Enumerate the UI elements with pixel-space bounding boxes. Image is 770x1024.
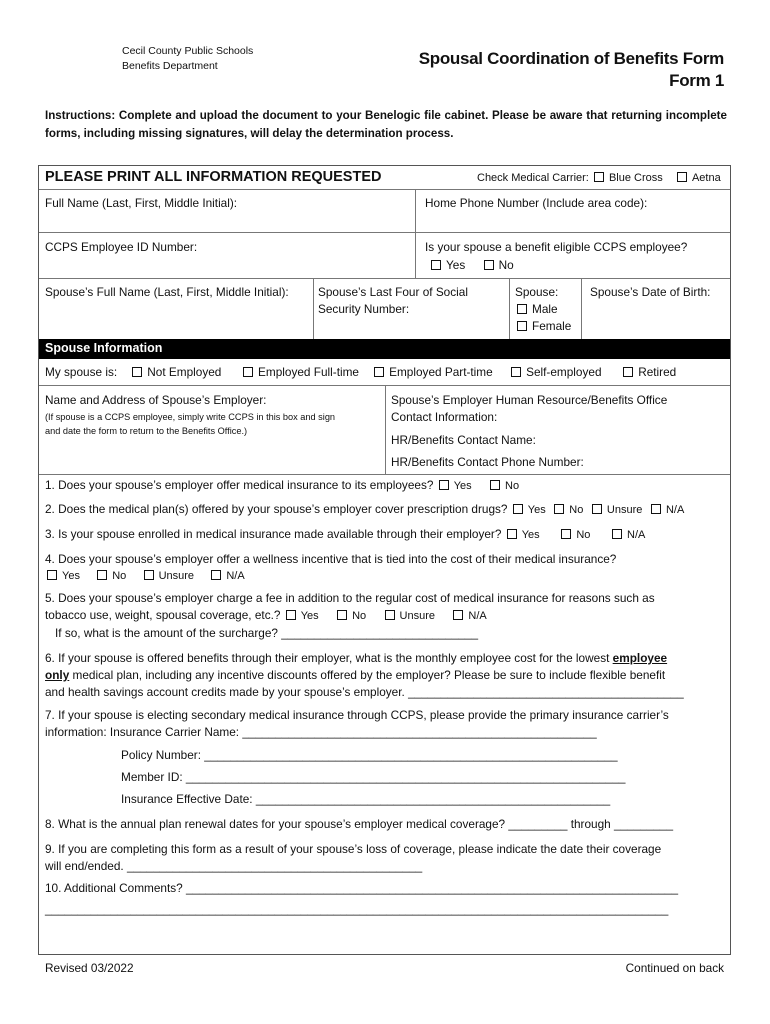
q2-na-checkbox[interactable]	[651, 504, 661, 514]
q2-no-checkbox[interactable]	[554, 504, 564, 514]
policy-number-field[interactable]: Policy Number: _______________________________________________________________	[121, 748, 618, 762]
comments-field[interactable]: 10. Additional Comments? ___________________________________________________________________________	[45, 881, 679, 895]
q5-unsure-checkbox[interactable]	[385, 610, 395, 620]
q3-no-checkbox[interactable]	[561, 529, 571, 539]
employer-name-field[interactable]: Name and Address of Spouse’s Employer:	[45, 393, 267, 407]
benefits-form	[38, 165, 731, 955]
question-10	[45, 880, 678, 918]
question-3: 3. Is your spouse enrolled in medical insurance made available through their employer? Yes No N/A	[45, 527, 646, 541]
member-id-field[interactable]: Member ID: ___________________________________________________________________	[121, 770, 626, 784]
full-name-field[interactable]: Full Name (Last, First, Middle Initial):	[45, 196, 238, 210]
monthly-cost-field[interactable]: and health savings account credits made by your spouse’s employer. __________________________________________	[45, 685, 684, 699]
org-name: Cecil County Public Schools Benefits Department	[122, 45, 254, 72]
form-title: Spousal Coordination of Benefits Form Form 1	[418, 49, 724, 90]
q4-na-checkbox[interactable]	[211, 570, 221, 580]
continued-note: Continued on back	[625, 961, 724, 975]
question-4: 4. Does your spouse’s employer offer a wellness incentive that is tied into the cost of their medical insurance? Yes No Unsure N/A	[45, 552, 617, 582]
revised-date: Revised 03/2022	[45, 961, 134, 975]
part-time-checkbox[interactable]	[374, 367, 384, 377]
question-9: 9. If you are completing this form as a result of your spouse’s loss of coverage, please indicate the date their coverage will end/ended. _____________________________________________	[45, 842, 662, 873]
eligible-no-checkbox[interactable]	[484, 260, 494, 270]
male-checkbox[interactable]	[517, 304, 527, 314]
blue-cross-checkbox[interactable]	[594, 172, 604, 182]
form-heading: PLEASE PRINT ALL INFORMATION REQUESTED	[45, 169, 382, 185]
q5-na-checkbox[interactable]	[453, 610, 463, 620]
aetna-checkbox[interactable]	[677, 172, 687, 182]
question-8[interactable]: 8. What is the annual plan renewal dates for your spouse’s employer medical coverage? _________ through _________	[45, 817, 674, 831]
q2-unsure-checkbox[interactable]	[592, 504, 602, 514]
q1-no-checkbox[interactable]	[490, 480, 500, 490]
question-7: 7. If your spouse is electing secondary medical insurance through CCPS, please provide the primary insurance carrier’s information: Insurance Carrier Name: ______________________________________________________	[45, 708, 669, 739]
employee-id-field[interactable]: CCPS Employee ID Number:	[45, 240, 198, 254]
q5-yes-checkbox[interactable]	[286, 610, 296, 620]
not-employed-checkbox[interactable]	[132, 367, 142, 377]
retired-checkbox[interactable]	[623, 367, 633, 377]
q1-yes-checkbox[interactable]	[439, 480, 449, 490]
hr-contact-phone-field[interactable]: HR/Benefits Contact Phone Number:	[391, 455, 584, 469]
employment-status: My spouse is: Not Employed Employed Full-time Employed Part-time Self-employed Retired	[45, 365, 677, 379]
q3-na-checkbox[interactable]	[612, 529, 622, 539]
question-6: 6. If your spouse is offered benefits through their employer, what is the monthly employee cost for the lowest employee only medical plan, including any incentive discounts offered by the employer? Please be sure to include flexible benefit and health savings account credits made by your spouse’s employer. __________________________________________	[45, 651, 684, 699]
surcharge-field[interactable]: If so, what is the amount of the surcharge? ______________________________	[55, 626, 479, 640]
q5-no-checkbox[interactable]	[337, 610, 347, 620]
spouse-gender: Spouse: Male Female	[515, 285, 572, 333]
instructions: Instructions: Complete and upload the document to your Benelogic file cabinet. Please be aware that returning incomplete forms, including missing signatures, will delay the determination process.	[45, 109, 727, 140]
carrier-name-field[interactable]: information: Insurance Carrier Name: ______________________________________________________	[45, 725, 597, 739]
spouse-information-header: Spouse Information	[39, 339, 730, 359]
full-time-checkbox[interactable]	[243, 367, 253, 377]
question-1: 1. Does your spouse’s employer offer medical insurance to its employees? Yes No	[45, 478, 520, 492]
female-checkbox[interactable]	[517, 321, 527, 331]
q2-yes-checkbox[interactable]	[513, 504, 523, 514]
q3-yes-checkbox[interactable]	[507, 529, 517, 539]
hr-contact-info: Spouse’s Employer Human Resource/Benefits Office Contact Information:	[391, 393, 668, 424]
hr-contact-name-field[interactable]: HR/Benefits Contact Name:	[391, 433, 536, 447]
carrier-selector: Check Medical Carrier: Blue Cross Aetna	[477, 172, 721, 184]
spouse-dob-field[interactable]: Spouse’s Date of Birth:	[590, 285, 711, 299]
question-2: 2. Does the medical plan(s) offered by your spouse’s employer cover prescription drugs? Yes No Unsure N/A	[45, 502, 685, 516]
spouse-ssn-field[interactable]: Spouse’s Last Four of Social Security Number:	[318, 285, 468, 316]
employer-note: (If spouse is a CCPS employee, simply write CCPS in this box and sign and date the form to return to the Benefits Office.)	[45, 412, 336, 436]
q4-unsure-checkbox[interactable]	[144, 570, 154, 580]
spouse-eligible-question: Is your spouse a benefit eligible CCPS employee?	[425, 240, 688, 254]
comments-field-line-2[interactable]: _______________________________________________________________________________________________	[45, 902, 669, 916]
eligible-yes-checkbox[interactable]	[431, 260, 441, 270]
self-employed-checkbox[interactable]	[511, 367, 521, 377]
spouse-eligible-options: Yes No	[429, 257, 514, 274]
home-phone-field[interactable]: Home Phone Number (Include area code):	[425, 196, 648, 210]
q4-no-checkbox[interactable]	[97, 570, 107, 580]
spouse-full-name-field[interactable]: Spouse’s Full Name (Last, First, Middle Initial):	[45, 285, 289, 299]
coverage-end-field[interactable]: will end/ended. _____________________________________________	[45, 859, 423, 873]
q4-yes-checkbox[interactable]	[47, 570, 57, 580]
question-5: 5. Does your spouse’s employer charge a fee in addition to the regular cost of medical insurance for reasons such as tobacco use, weight, spousal coverage, etc.? Yes No Unsure N/A If so, what is the amount of the surcharge? ______________________________	[45, 591, 655, 640]
effective-date-field[interactable]: Insurance Effective Date: ______________________________________________________	[121, 792, 611, 806]
